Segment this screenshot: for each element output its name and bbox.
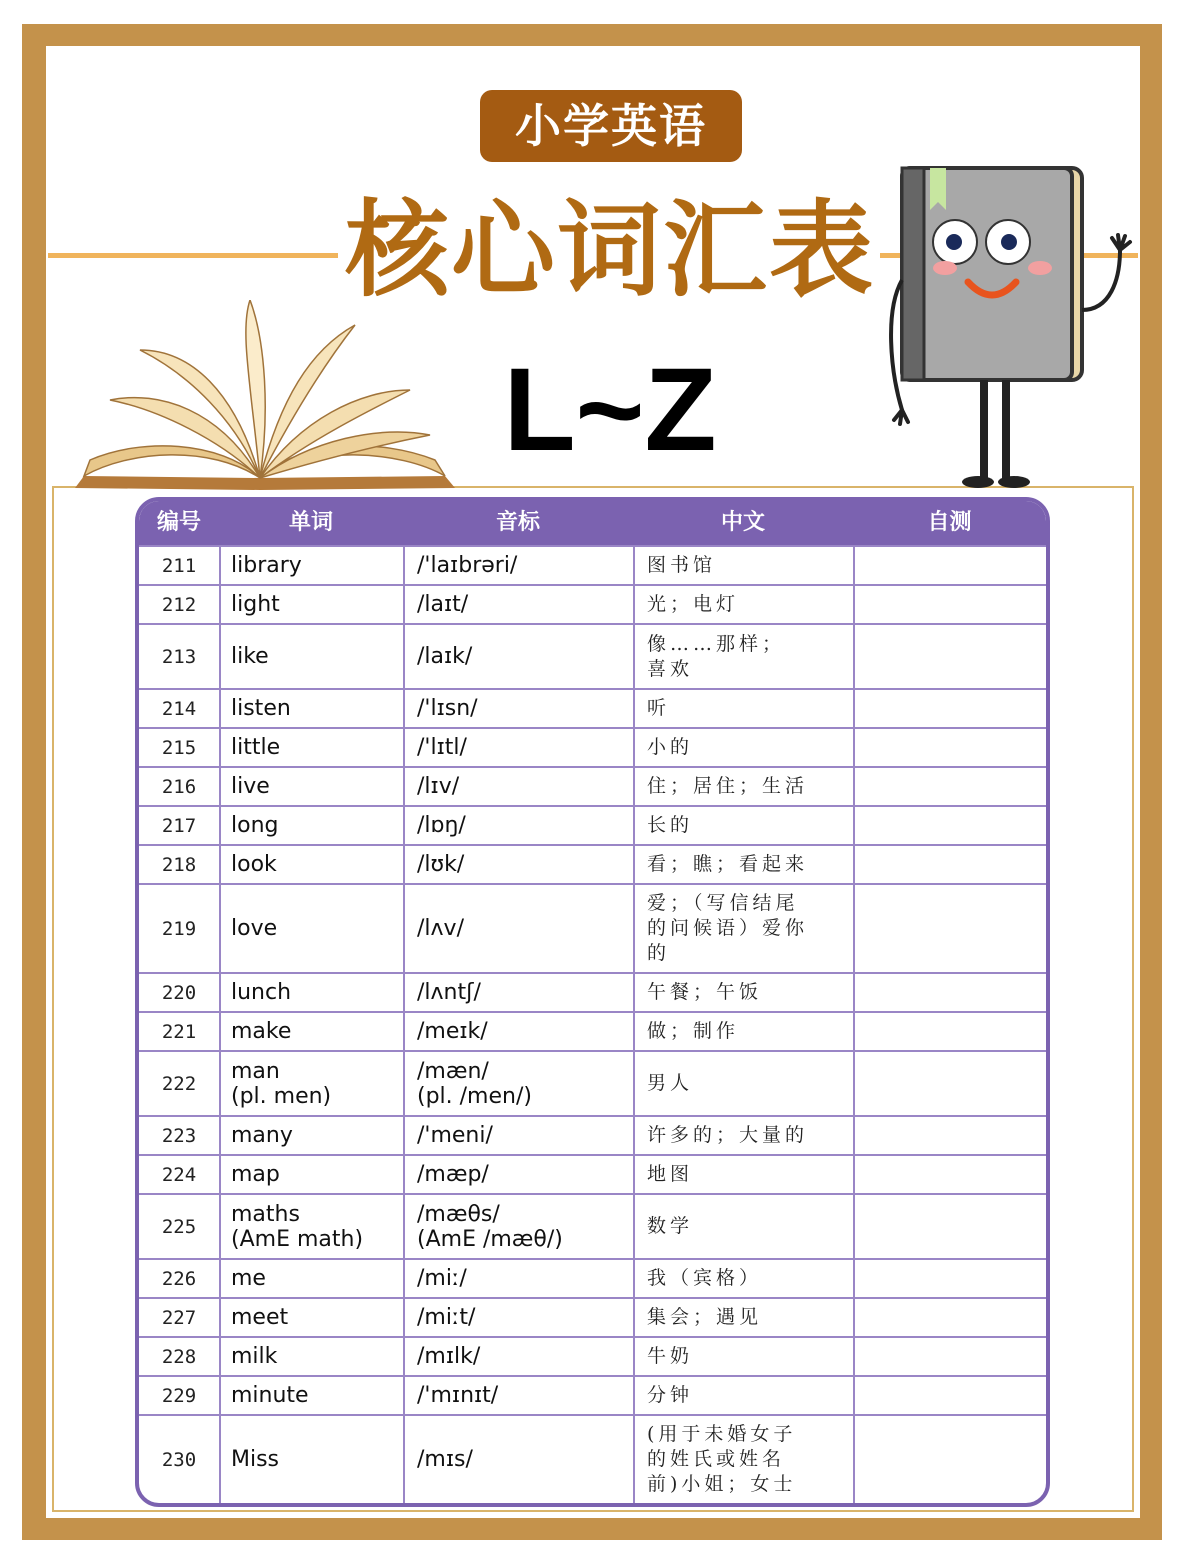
letter-range: L~Z (503, 344, 717, 476)
phonetic-cell: /'meni/ (417, 1123, 493, 1148)
chinese-cell: 许多的；大量的 (647, 1124, 809, 1146)
chinese-cell: 我（宾格） (647, 1267, 763, 1289)
chinese-cell: 小的 (647, 736, 694, 758)
table-row (139, 1414, 1046, 1503)
table-row (139, 883, 1046, 972)
chinese-cell: 午餐；午饭 (647, 981, 763, 1003)
word-number: 221 (161, 1020, 197, 1043)
chinese-cell: 地图 (647, 1163, 694, 1185)
word-cell: milk (231, 1344, 278, 1369)
word-number: 216 (161, 775, 197, 798)
word-cell: meet (231, 1305, 289, 1330)
word-cell: make (231, 1019, 292, 1044)
word-cell: Miss (231, 1447, 280, 1472)
word-cell: long (231, 813, 279, 838)
word-cell: listen (231, 696, 291, 721)
phonetic-cell: /laɪk/ (417, 644, 473, 669)
chinese-cell: 长的 (647, 814, 694, 836)
word-number: 226 (161, 1267, 197, 1290)
self-test-cell[interactable] (853, 1377, 1046, 1414)
header-chinese: 中文 (720, 510, 765, 535)
chinese-cell: 像……那样； 喜欢 (647, 632, 786, 680)
self-test-cell[interactable] (853, 885, 1046, 972)
open-book-icon (70, 300, 460, 495)
table-header (139, 501, 1046, 545)
table-row (139, 688, 1046, 727)
phonetic-cell: /mæθs/ (AmE /mæθ/) (417, 1201, 563, 1252)
phonetic-cell: /lɒŋ/ (417, 813, 466, 838)
table-row (139, 1011, 1046, 1050)
word-cell: me (231, 1266, 266, 1291)
phonetic-cell: /mɪlk/ (417, 1344, 481, 1369)
header-phonetic: 音标 (495, 510, 540, 535)
word-cell: light (231, 592, 280, 617)
self-test-cell[interactable] (853, 807, 1046, 844)
header-self-test: 自测 (927, 510, 972, 535)
word-number: 222 (161, 1072, 197, 1095)
phonetic-cell: /'mɪnɪt/ (417, 1383, 499, 1408)
title-rule-left (48, 253, 338, 258)
word-number: 229 (161, 1384, 197, 1407)
word-number: 220 (161, 981, 197, 1004)
chinese-cell: 看；瞧；看起来 (647, 853, 809, 875)
phonetic-cell: /lʌv/ (417, 916, 464, 941)
phonetic-cell: /'lɪtl/ (417, 735, 467, 760)
chinese-cell: 数学 (647, 1215, 694, 1237)
subject-badge: 小学英语 (480, 90, 742, 162)
word-number: 219 (161, 917, 197, 940)
word-cell: many (231, 1123, 293, 1148)
table-row (139, 1154, 1046, 1193)
phonetic-cell: /'laɪbrəri/ (417, 553, 518, 578)
word-number: 214 (161, 697, 197, 720)
self-test-cell[interactable] (853, 1013, 1046, 1050)
self-test-cell[interactable] (853, 1260, 1046, 1297)
phonetic-cell: /laɪt/ (417, 592, 469, 617)
phonetic-cell: /mæp/ (417, 1162, 489, 1187)
phonetic-cell: /miː/ (417, 1266, 467, 1291)
self-test-cell[interactable] (853, 1299, 1046, 1336)
chinese-cell: 住；居住；生活 (647, 775, 809, 797)
table-row (139, 623, 1046, 688)
self-test-cell[interactable] (853, 1338, 1046, 1375)
word-number: 211 (161, 554, 197, 577)
table-row (139, 1258, 1046, 1297)
word-cell: lunch (231, 980, 292, 1005)
chinese-cell: 听 (647, 697, 671, 719)
self-test-cell[interactable] (853, 1195, 1046, 1258)
word-number: 224 (161, 1163, 197, 1186)
self-test-cell[interactable] (853, 1156, 1046, 1193)
phonetic-cell: /meɪk/ (417, 1019, 488, 1044)
table-row (139, 1050, 1046, 1115)
word-cell: live (231, 774, 270, 799)
table-row (139, 545, 1046, 584)
word-cell: little (231, 735, 281, 760)
self-test-cell[interactable] (853, 625, 1046, 688)
chinese-cell: 男人 (647, 1072, 694, 1094)
word-number: 228 (161, 1345, 197, 1368)
phonetic-cell: /mɪs/ (417, 1447, 473, 1472)
word-number: 217 (161, 814, 197, 837)
chinese-cell: 分钟 (647, 1384, 694, 1406)
table-row (139, 844, 1046, 883)
table-row (139, 1336, 1046, 1375)
header-word: 单词 (288, 510, 333, 535)
book-mascot-icon (880, 160, 1140, 490)
word-number: 230 (161, 1448, 197, 1471)
word-cell: minute (231, 1383, 309, 1408)
word-number: 215 (161, 736, 197, 759)
self-test-cell[interactable] (853, 586, 1046, 623)
word-number: 212 (161, 593, 197, 616)
self-test-cell[interactable] (853, 690, 1046, 727)
self-test-cell[interactable] (853, 1416, 1046, 1503)
word-number: 223 (161, 1124, 197, 1147)
table-row (139, 1115, 1046, 1154)
chinese-cell: 牛奶 (647, 1345, 694, 1367)
word-cell: map (231, 1162, 280, 1187)
chinese-cell: 集会；遇见 (647, 1306, 763, 1328)
table-row (139, 584, 1046, 623)
phonetic-cell: /lʌntʃ/ (417, 980, 481, 1005)
self-test-cell[interactable] (853, 768, 1046, 805)
table-row (139, 1375, 1046, 1414)
word-cell: look (231, 852, 277, 877)
self-test-cell[interactable] (853, 729, 1046, 766)
self-test-cell[interactable] (853, 974, 1046, 1011)
chinese-cell: 图书馆 (647, 554, 717, 576)
word-cell: maths (AmE math) (231, 1201, 364, 1252)
phonetic-cell: /'lɪsn/ (417, 696, 478, 721)
word-cell: library (231, 553, 302, 578)
table-row (139, 972, 1046, 1011)
chinese-cell: (用于未婚女子 的姓氏或姓名 前)小姐；女士 (647, 1423, 797, 1495)
self-test-cell[interactable] (853, 1117, 1046, 1154)
word-number: 218 (161, 853, 197, 876)
word-number: 227 (161, 1306, 197, 1329)
table-row (139, 727, 1046, 766)
word-number: 213 (161, 645, 197, 668)
self-test-cell[interactable] (853, 1052, 1046, 1115)
chinese-cell: 光；电灯 (647, 593, 740, 615)
word-number: 225 (161, 1215, 197, 1238)
phonetic-cell: /lʊk/ (417, 852, 465, 877)
phonetic-cell: /miːt/ (417, 1305, 476, 1330)
self-test-cell[interactable] (853, 547, 1046, 584)
chinese-cell: 爱；（写信结尾 的问候语）爱你 的 (647, 892, 809, 964)
phonetic-cell: /lɪv/ (417, 774, 460, 799)
table-row (139, 766, 1046, 805)
header-number: 编号 (156, 510, 201, 535)
table-row (139, 1297, 1046, 1336)
page-title: 核心词汇表 (344, 189, 875, 311)
word-cell: love (231, 916, 278, 941)
phonetic-cell: /mæn/ (pl. /men/) (417, 1058, 532, 1109)
chinese-cell: 做；制作 (647, 1020, 740, 1042)
word-cell: like (231, 644, 269, 669)
self-test-cell[interactable] (853, 846, 1046, 883)
vocabulary-table (135, 497, 1050, 1507)
table-row (139, 1193, 1046, 1258)
table-row (139, 805, 1046, 844)
word-cell: man (pl. men) (231, 1058, 332, 1109)
